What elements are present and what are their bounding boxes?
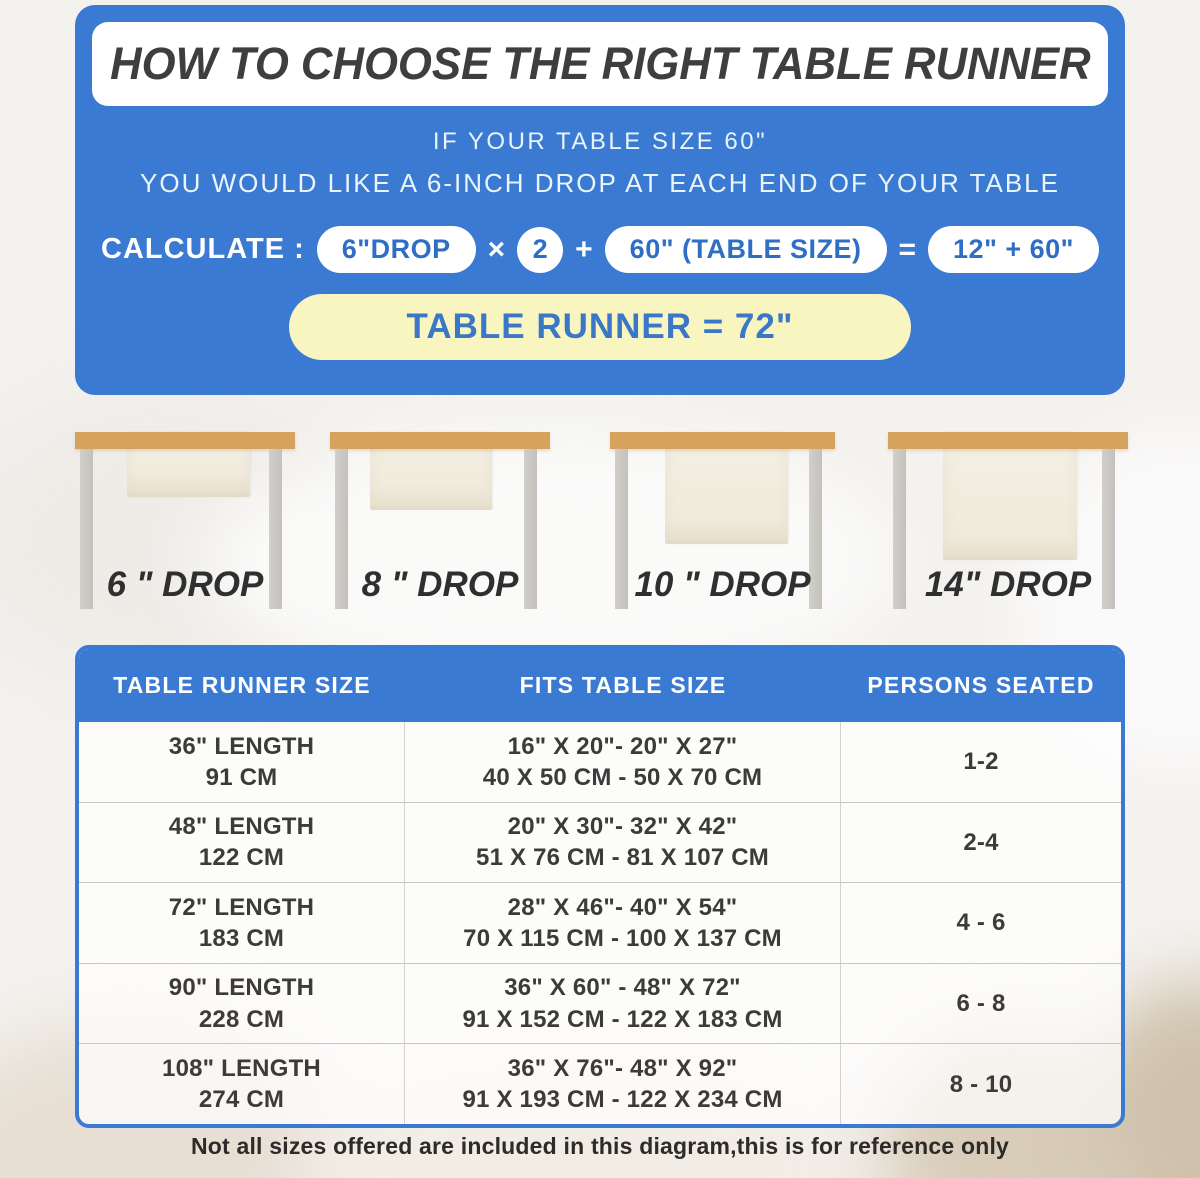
equals-sign: = — [898, 232, 917, 266]
table-row — [79, 882, 1121, 963]
table-row — [79, 802, 1121, 883]
header-cell-persons: PERSONS SEATED — [867, 672, 1095, 698]
multiplier-badge: 2 — [517, 227, 563, 273]
tabletop — [610, 432, 835, 449]
size-table-body — [79, 722, 1121, 1124]
cell-persons: 1-2 — [963, 748, 999, 776]
drop-figure-8in — [330, 432, 550, 612]
table-row — [79, 722, 1121, 802]
cell-persons: 2-4 — [963, 828, 999, 856]
drop-label: 8 " DROP — [361, 565, 519, 604]
size-table-header — [79, 649, 1121, 722]
table-runner-total-pill — [289, 294, 911, 360]
table-size-pill: 60" (TABLE SIZE) — [605, 226, 887, 273]
cell-persons: 8 - 10 — [949, 1070, 1013, 1098]
table-row — [79, 1043, 1121, 1124]
table-runner-total-text: TABLE RUNNER = 72" — [406, 307, 794, 346]
cell-fits-size: 36" X 60" - 48" X 72" 91 X 152 CM - 122 X 183 CM — [405, 964, 841, 1044]
cell-runner-size: 108" LENGTH 274 CM — [79, 1044, 405, 1124]
cell-runner-size: 90" LENGTH 228 CM — [79, 964, 405, 1044]
drop-label: 14" DROP — [924, 565, 1092, 604]
cell-persons: 6 - 8 — [956, 989, 1006, 1017]
cell-fits-size: 16" X 20"- 20" X 27" 40 X 50 CM - 50 X 70 CM — [405, 722, 841, 802]
drop-label: 10 " DROP — [634, 565, 811, 604]
subtitle-line-2: YOU WOULD LIKE A 6-INCH DROP AT EACH END OF YOUR TABLE — [140, 168, 1060, 198]
drop-figure-10in — [610, 432, 835, 612]
calculate-label: CALCULATE : — [101, 233, 305, 265]
calculation-row — [101, 226, 1099, 273]
tabletop — [888, 432, 1128, 449]
page-title: HOW TO CHOOSE THE RIGHT TABLE RUNNER — [109, 38, 1091, 89]
title-bar — [92, 22, 1108, 106]
footer-note: Not all sizes offered are included in this diagram,this is for reference only — [190, 1133, 1010, 1159]
drop-size-pill: 6"DROP — [317, 226, 476, 273]
header-cell-runner-size: TABLE RUNNER SIZE — [113, 672, 371, 698]
cell-persons: 4 - 6 — [956, 909, 1006, 937]
calc-result-pill: 12" + 60" — [928, 226, 1099, 273]
runner-cloth — [943, 432, 1077, 560]
cell-fits-size: 20" X 30"- 32" X 42" 51 X 76 CM - 81 X 107 CM — [405, 803, 841, 883]
cell-fits-size: 28" X 46"- 40" X 54" 70 X 115 CM - 100 X 137 CM — [405, 883, 841, 963]
cell-runner-size: 72" LENGTH 183 CM — [79, 883, 405, 963]
header-cell-fits-size: FITS TABLE SIZE — [519, 672, 727, 698]
plus-sign: + — [575, 232, 593, 266]
tabletop — [75, 432, 295, 449]
cell-runner-size: 36" LENGTH 91 CM — [79, 722, 405, 802]
tabletop — [330, 432, 550, 449]
subtitle-line-1: IF YOUR TABLE SIZE 60" — [432, 128, 768, 155]
cell-runner-size: 48" LENGTH 122 CM — [79, 803, 405, 883]
table-row — [79, 963, 1121, 1044]
drop-label: 6 " DROP — [106, 565, 264, 604]
cell-fits-size: 36" X 76"- 48" X 92" 91 X 193 CM - 122 X 234 CM — [405, 1044, 841, 1124]
drop-figure-6in — [75, 432, 295, 612]
drop-figure-14in — [888, 432, 1128, 612]
hero-panel — [75, 5, 1125, 395]
size-chart-table — [75, 645, 1125, 1128]
multiply-sign: × — [487, 232, 506, 266]
